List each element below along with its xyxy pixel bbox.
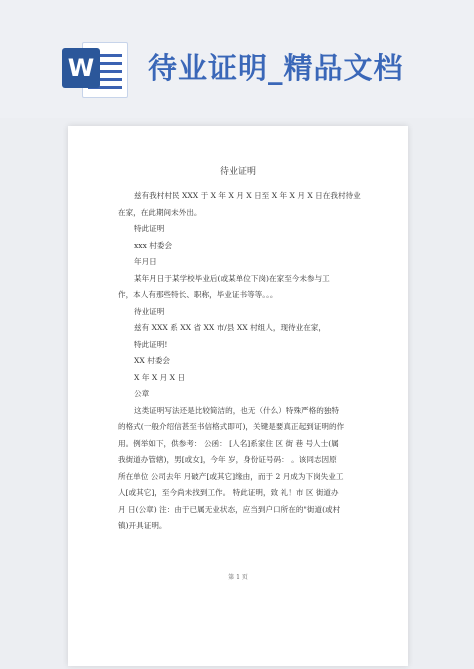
- document-title: 待业证明_精品文档: [148, 51, 404, 85]
- body-line: 这类证明写法还是比较简洁的，也无（什么）特殊严格的独特: [134, 405, 340, 415]
- body-line: 某年月日于某学校毕业后(或某单位下岗)在家至今未参与工: [134, 273, 330, 283]
- body-line: XX 村委会: [134, 356, 171, 365]
- body-line: 我街道办管辖)，男[或女]，今年 岁，身份证号码： 。该同志因原: [118, 455, 337, 464]
- document-page: [68, 126, 408, 666]
- body-line: 镇)开具证明。: [118, 521, 167, 530]
- body-line: 待业证明: [134, 306, 165, 316]
- body-line: 的格式(一般介绍信甚至书信格式即可)，关键是要真正起到证明的作: [118, 422, 345, 431]
- word-logo-badge: W: [62, 48, 100, 88]
- body-line: 用。例举如下，供参考： 公函： [人名]系家住 区 街 巷 号人士(属: [118, 438, 339, 448]
- body-line: 兹有 XXX 系 XX 省 XX 市/县 XX 村组人，现待业在家，: [134, 323, 327, 332]
- body-line: 人[或其它]，至今尚未找到工作。 特此证明，致 礼！市 区 街道办: [118, 488, 339, 497]
- document-body: [118, 188, 374, 535]
- page-number: 第 1 页: [228, 574, 248, 581]
- body-line: X 年 X 月 X 日: [134, 372, 186, 382]
- body-line: xxx 村委会: [134, 240, 173, 250]
- word-document-icon: [62, 40, 126, 98]
- header-banner: [0, 0, 474, 118]
- body-line: 作，本人有那些特长、职称，毕业证书等等。。。: [118, 290, 278, 299]
- body-line: 特此证明: [134, 224, 165, 233]
- page-heading: 待业证明: [219, 167, 256, 177]
- body-line: 年月日: [134, 257, 157, 266]
- body-line: 在家，在此期间未外出。: [118, 207, 202, 217]
- body-line: 特此证明!: [134, 339, 168, 349]
- body-line: 所在单位 公司去年 月破产[或其它]缘由，而于 2 月成为下岗失业工: [118, 471, 344, 481]
- body-line: 公章: [134, 389, 150, 398]
- body-line: 兹有我村村民 XXX 于 X 年 X 月 X 日至 X 年 X 月 X 日在我村待业: [134, 191, 361, 200]
- body-line: 月 日(公章) 注：由于已属无业状态，应当到户口所在的"街道(或村: [118, 504, 341, 514]
